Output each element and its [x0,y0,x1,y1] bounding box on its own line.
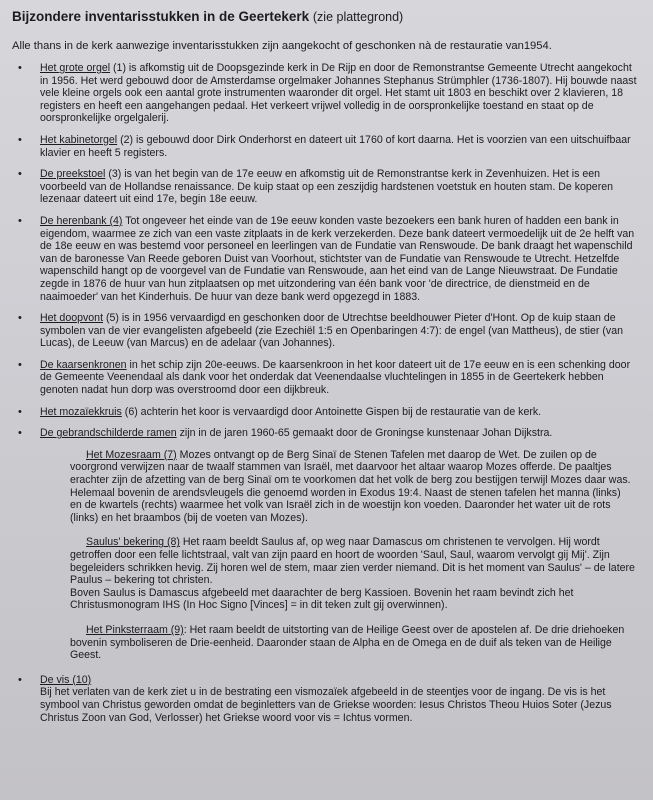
item-name: Het doopvont [40,312,104,325]
window-text: Het raam beeldt Saulus af, op weg naar Damascus om christenen te vervolgen. Hij wordt getroffen door een felle lichtstraal, valt van zijn paard en hoort de woorden 'Saul, Saul, waarom vervolgt gij Mij'. Zijn begeleiders schrikken hevig. Zij horen wel de stem, maar zien verder niemand. Dit is het moment van Saulus' – de latere Paulus – bekering tot christen. [70,536,635,587]
window-mozesraam [12,449,639,525]
bullet: • [18,133,22,146]
item-name: Het mozaïekkruis [40,405,122,418]
window-extra-text: Boven Saulus is Damascus afgebeeld met daarachter de berg Kassioen. Bovenin het raam bevindt zich het Christusmonogram IHS (In Hoc Signo [Vinces] = in dit teken zult gij overwinnen). [70,586,574,612]
list-item-kaarsenkronen [12,359,639,397]
item-name: De herenbank (4) [40,214,123,227]
intro-paragraph: Alle thans in de kerk aanwezige inventarisstukken zijn aangekocht of geschonken nà de restauratie van1954. [12,40,552,52]
item-name: Het kabinetorgel [40,133,118,146]
bullet: • [18,673,22,686]
window-pinksterraam [12,624,639,662]
window-text: : Het raam beeldt de uitstorting van de Heilige Geest over de apostelen af. De drie driehoeken bovenin symboliseren de Drie-eenheid. Daaronder staan de Alpha en de Omega en de duif als teken van de Heilige Geest. [70,623,625,662]
inventory-list-end [12,674,639,724]
bullet: • [18,214,22,227]
list-item-grote-orgel [12,62,639,125]
item-text: (5) is in 1956 vervaardigd en geschonken door de Utrechtse beeldhouwer Pieter d'Hont. Op de kuip staan de symbolen van de vier evangelisten afgebeeld (zie Ezechiël 1:5 en Openbaringen 4:7): de engel (van Mattheus), de stier (van Lucas), de Leeuw (van Marcus) en de adelaar (van Johannes). [40,312,624,350]
window-name: Saulus' bekering (8) [86,536,180,549]
title-note: (zie plattegrond) [312,10,404,24]
window-name: Het Mozesraam (7) [86,448,177,461]
item-name: De vis (10) [40,673,92,686]
list-item-ramen [12,427,639,440]
item-text: Tot ongeveer het einde van de 19e eeuw konden vaste bezoekers een bank huren of hadden een bank in eigendom, waarmee ze zich van een vaste zitplaats in de kerk verzekerden. Deze bank dateert vermoedelijk uit de 2e helft van de 18e eeuw en was bestemd voor personeel en leerlingen van de Fundatie van Renswoude. De bank draagt het wapenschild van de baronesse Van Reede geboren Duist van Voorhout, stichtster van de Fundatie van Renswoude te Utrecht. Hetzelfde wapenschild hangt op de voorgevel van de Fundatie van Renswoude, aan het eind van de Lange Nieuwstraat. De Fundatie zegde in 1876 de huur van hun zitplaatsen op met uitzondering van één bank voor 'de directrice, de dienstmeid en de naaimoeder' van het Kinderhuis. De huur van deze bank werd opgezegd in 1883. [40,214,635,303]
item-text: Bij het verlaten van de kerk ziet u in de bestrating een vismozaïek afgebeeld in de steentjes voor de ingang. De vis is het symbool van Christus geworden omdat de beginletters van de Griekse woorden: Iesus Christos Theou Huios Soter (Jezus Christus Zoon van God, Verlosser) het Griekse woord voor vis = Ichtus vormen. [40,686,612,724]
window-name: Het Pinksterraam (9) [86,623,184,636]
item-name: De gebrandschilderde ramen [40,427,177,440]
item-name: Het grote orgel [40,62,111,74]
item-text: zijn in de jaren 1960-65 gemaakt door de Groningse kunstenaar Johan Dijkstra. [176,427,553,440]
list-item-kabinetorgel [12,134,639,159]
bullet: • [18,62,22,74]
item-text: (3) is van het begin van de 17e eeuw en afkomstig uit de Remonstrantse kerk in Zevenhuizen. Het is een voorbeeld van de Hollandse renaissance. De kuip staat op een zeszijdig hardstenen voetstuk en houten stam. De koperen lezenaar dateert uit eind 17e, begin 18e eeuw. [40,168,614,206]
bullet: • [18,405,22,418]
inventory-list [12,62,639,440]
bullet: • [18,427,22,440]
item-text: (6) achterin het koor is vervaardigd door Antoinette Gispen bij de restauratie van de kerk. [121,405,542,418]
list-item-doopvont [12,312,639,350]
item-text: in het schip zijn 20e-eeuws. De kaarsenkroon in het koor dateert uit de 17e eeuw en is een schenking door de Gemeente Veenendaal als dank voor het onderdak dat Veenendaalse vluchtelingen in 1855 in de Geertekerk hebben genoten nadat hun dorp was overstroomd door een dijkbreuk. [40,358,631,397]
bullet: • [18,312,22,325]
list-item-herenbank [12,215,639,303]
list-item-mozaiekkruis [12,406,639,419]
bullet: • [18,358,22,371]
page-title: Bijzondere inventarisstukken in de Geertekerk (zie plattegrond) [12,9,404,24]
window-text: Mozes ontvangt op de Berg Sinaï de Stenen Tafelen met daarop de Wet. De zuilen op de voorgrond verwijzen naar de twaalf stammen van Israël, met daarvoor het altaar waarop Mozes offerde. De paaltjes erachter zijn de afzetting van de berg Sinaï om te voorkomen dat het volk de berg zou bestijgen terwijl Mozes daar was. Helemaal bovenin de arendsvleugels die genoemd worden in Exodus 19:4. Naast de stenen tafelen het manna (links) en de kwartels (rechts) waarmee het volk van Israël zich in de woestijn kon voeden. Daaronder het water uit de rots (links) en het braambos (bij de voeten van Mozes). [70,448,631,524]
item-text: (1) is afkomstig uit de Doopsgezinde kerk in De Rijp en door de Remonstrantse Gemeente Utrecht aangekocht in 1956. Het werd gebouwd door de Amsterdamse orgelmaker Johannes Stephanus Strümphler (1736-1807). Hij bouwde naast vele kleine orgels ook een aantal grote instrumenten waaronder dit orgel. Het stamt uit 1803 en beschikt over 2 klavieren, 18 registers en heeft een aangehangen pedaal. Het verkeert vrijwel volledig in de oorspronkelijke toestand en staat op de oorspronkelijke orgelgalerij. [40,62,637,125]
window-saulus [12,536,639,612]
bullet: • [18,168,22,181]
list-item-vis [12,674,639,724]
list-item-preekstoel [12,168,639,206]
item-name: De kaarsenkronen [40,358,127,371]
item-text: (2) is gebouwd door Dirk Onderhorst en dateert uit 1760 of kort daarna. Het is voorzien van een uitschuifbaar klavier en heeft 5 registers. [40,133,631,159]
item-name: De preekstoel [40,168,106,181]
